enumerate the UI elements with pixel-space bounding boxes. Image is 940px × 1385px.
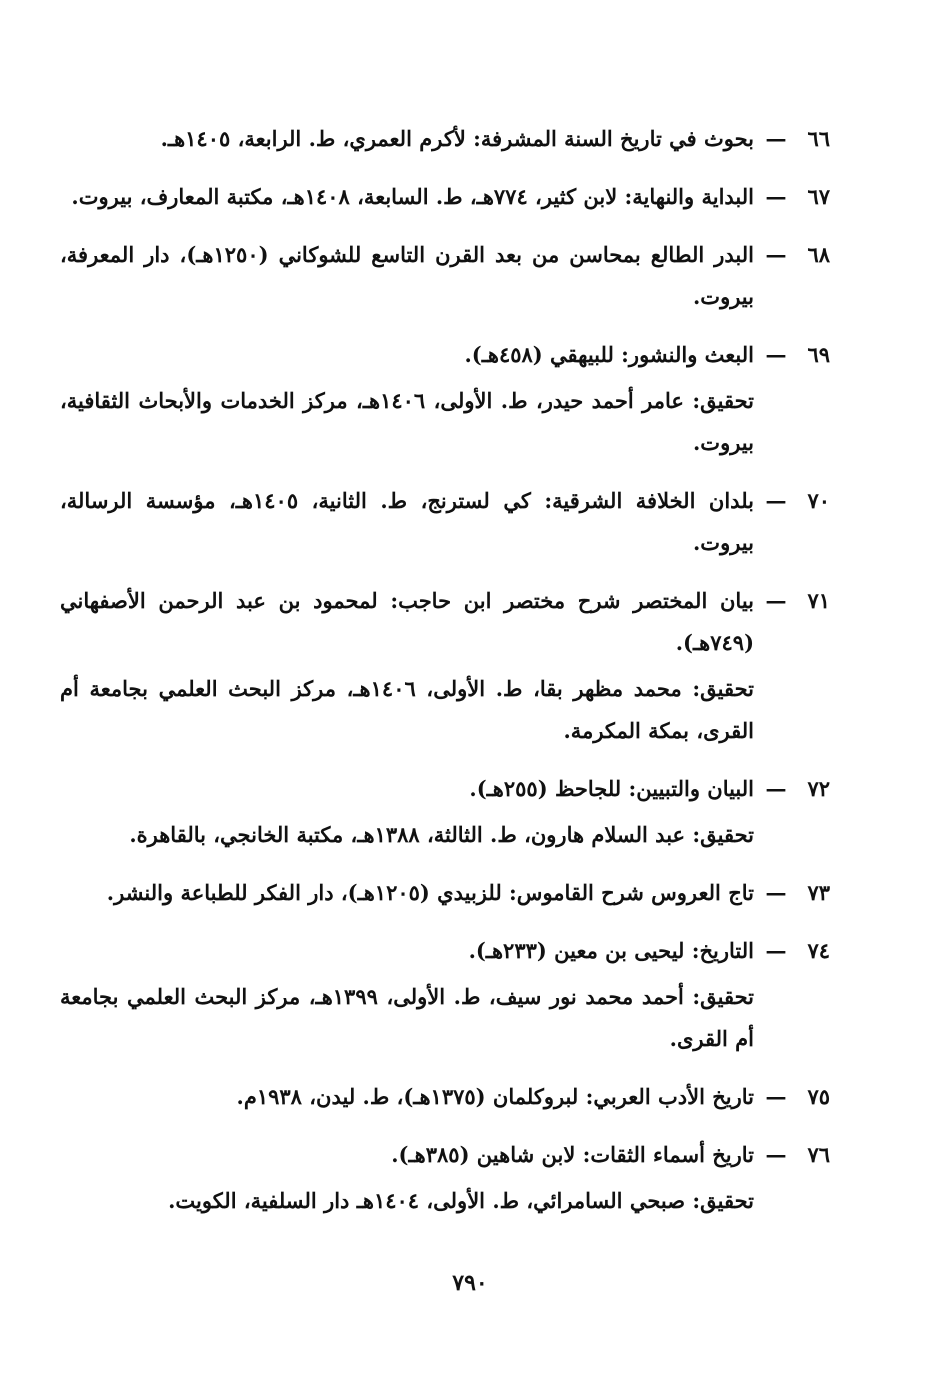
entry-editor-note: تحقيق: عامر أحمد حيدر، ط. الأولى، ١٤٠٦هـ، مركز الخدمات والأبحاث الثقافية، بيروت. [60, 388, 754, 455]
entry-number: ٧٦ [807, 1142, 830, 1167]
entry-number: ٧٣ [807, 880, 830, 905]
entry-number: ٦٨ [807, 242, 830, 267]
bibliography-entry [60, 334, 830, 464]
entry-dash: — [765, 588, 787, 613]
entry-number: ٧٤ [807, 938, 830, 963]
bibliography-list [60, 118, 830, 1238]
entry-dash: — [765, 184, 787, 209]
entry-text: البيان والتبيين: للجاحظ (٢٥٥هـ). [469, 776, 754, 801]
entry-text: البداية والنهاية: لابن كثير، ٧٧٤هـ، ط. السابعة، ١٤٠٨هـ، مكتبة المعارف، بيروت. [71, 184, 754, 209]
bibliography-entry [60, 930, 830, 1060]
entry-text: بلدان الخلافة الشرقية: كي لسترنج، ط. الثانية، ١٤٠٥هـ، مؤسسة الرسالة، بيروت. [60, 488, 755, 555]
entry-editor-note: تحقيق: عبد السلام هارون، ط. الثالثة، ١٣٨٨هـ، مكتبة الخانجي، بالقاهرة. [129, 822, 754, 847]
bibliography-entry [60, 234, 830, 318]
entry-text: بحوث في تاريخ السنة المشرفة: لأكرم العمري، ط. الرابعة، ١٤٠٥هـ. [160, 126, 754, 151]
entry-dash: — [765, 342, 787, 367]
page-number: ٧٩٠ [452, 1270, 488, 1296]
bibliography-entry [60, 1076, 830, 1118]
entry-dash: — [765, 1084, 787, 1109]
entry-dash: — [765, 126, 787, 151]
entry-text: تاج العروس شرح القاموس: للزبيدي (١٢٠٥هـ)، دار الفكر للطباعة والنشر. [106, 880, 754, 905]
entry-number: ٦٧ [807, 184, 830, 209]
entry-number: ٦٦ [807, 126, 830, 151]
entry-number: ٧٢ [807, 776, 830, 801]
entry-text: تاريخ الأدب العربي: لبروكلمان (١٣٧٥هـ)، ط. ليدن، ١٩٣٨م. [236, 1084, 754, 1109]
bibliography-entry [60, 580, 830, 752]
bibliography-entry [60, 176, 830, 218]
entry-editor-note: تحقيق: محمد مظهر بقا، ط. الأولى، ١٤٠٦هـ، مركز البحث العلمي بجامعة أم القرى، بمكة المكرمة. [60, 676, 754, 743]
entry-editor-note: تحقيق: صبحي السامرائي، ط. الأولى، ١٤٠٤هـ دار السلفية، الكويت. [168, 1188, 754, 1213]
entry-dash: — [765, 242, 787, 267]
entry-dash: — [765, 880, 787, 905]
entry-dash: — [765, 488, 787, 513]
bibliography-entry [60, 480, 830, 564]
bibliography-entry [60, 768, 830, 856]
entry-text: التاريخ: ليحيى بن معين (٢٣٣هـ). [468, 938, 754, 963]
bibliography-entry [60, 1134, 830, 1222]
entry-text: بيان المختصر شرح مختصر ابن حاجب: لمحمود بن عبد الرحمن الأصفهاني (٧٤٩هـ). [60, 588, 754, 655]
entry-dash: — [765, 1142, 787, 1167]
entry-dash: — [765, 776, 787, 801]
entry-text: البعث والنشور: للبيهقي (٤٥٨هـ). [464, 342, 754, 367]
entry-editor-note: تحقيق: أحمد محمد نور سيف، ط. الأولى، ١٣٩٩هـ، مركز البحث العلمي بجامعة أم القرى. [60, 984, 754, 1051]
entry-number: ٧٥ [807, 1084, 830, 1109]
entry-text: البدر الطالع بمحاسن من بعد القرن التاسع للشوكاني (١٢٥٠هـ)، دار المعرفة، بيروت. [60, 242, 754, 309]
bibliography-entry [60, 872, 830, 914]
entry-dash: — [765, 938, 787, 963]
entry-number: ٦٩ [807, 342, 830, 367]
bibliography-entry [60, 118, 830, 160]
entry-number: ٧٠ [807, 488, 830, 513]
entry-number: ٧١ [807, 588, 830, 613]
entry-text: تاريخ أسماء الثقات: لابن شاهين (٣٨٥هـ). [391, 1142, 754, 1167]
